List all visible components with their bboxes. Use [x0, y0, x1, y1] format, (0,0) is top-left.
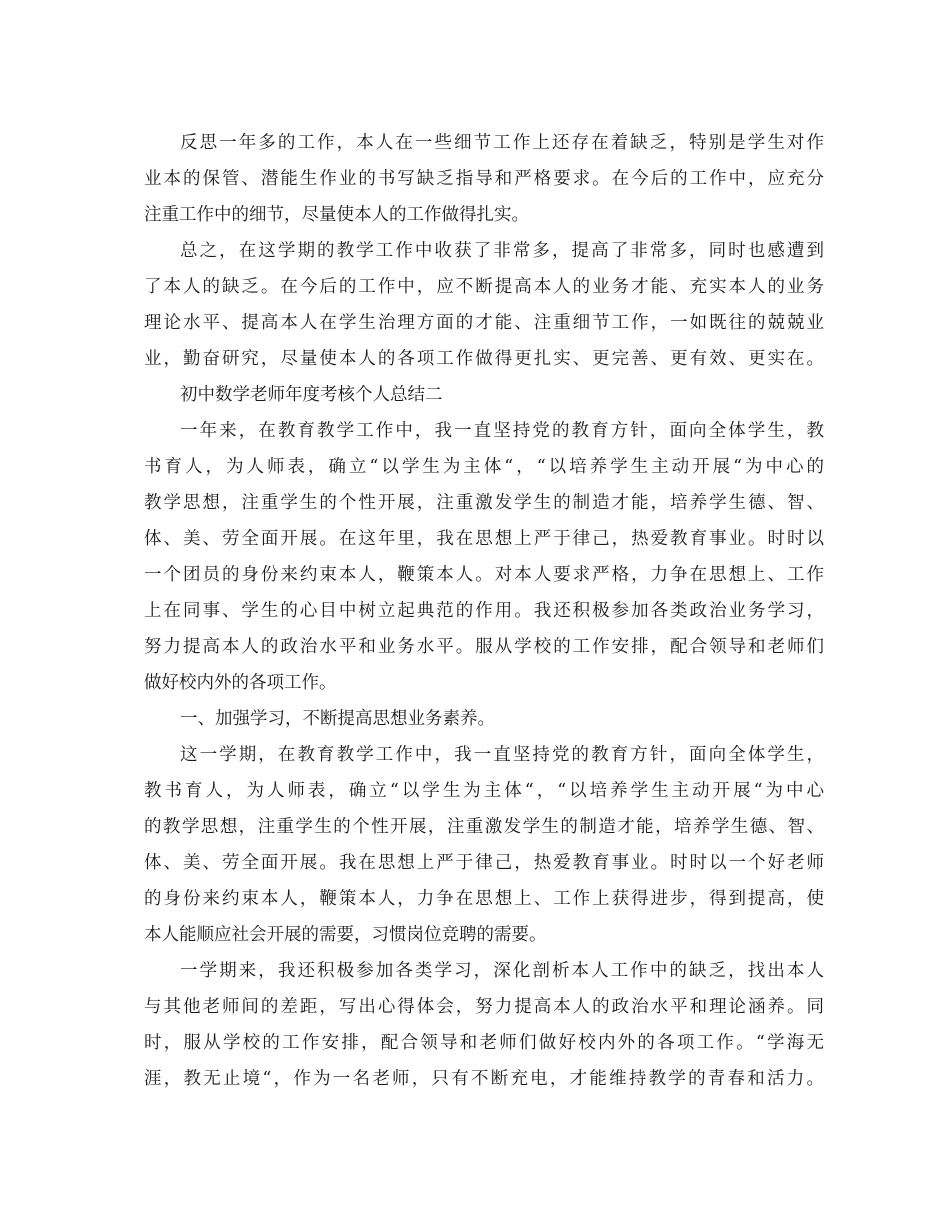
paragraph-line: 业，勤奋研究，尽量使本人的各项工作做得更扎实、更完善、更有效、更实在。 [144, 349, 824, 369]
paragraph-line: 注重工作中的细节，尽量使本人的工作做得扎实。 [144, 205, 529, 225]
paragraph-line: 本人能顺应社会开展的需要，习惯岗位竞聘的需要。 [144, 925, 547, 945]
paragraph-line: 一学期来，我还积极参加各类学习，深化剖析本人工作中的缺乏，找出本人 [180, 961, 824, 981]
paragraph-line: 一个团员的身份来约束本人，鞭策本人。对本人要求严格，力争在思想上、工作 [144, 565, 824, 585]
paragraph-line: 教书育人，为人师表，确立“以学生为主体“，“以培养学生主动开展“为中心 [144, 781, 824, 801]
paragraph-line: 反思一年多的工作，本人在一些细节工作上还存在着缺乏，特别是学生对作 [180, 133, 824, 153]
paragraph-line: 体、美、劳全面开展。我在思想上严于律己，热爱教育事业。时时以一个好老师 [144, 853, 824, 873]
paragraph-line: 了本人的缺乏。在今后的工作中，应不断提高本人的业务才能、充实本人的业务 [144, 277, 824, 297]
paragraph-line: 努力提高本人的政治水平和业务水平。服从学校的工作安排，配合领导和老师们 [144, 637, 824, 657]
paragraph-line: 这一学期，在教育教学工作中，我一直坚持党的教育方针，面向全体学生， [180, 745, 824, 765]
paragraph-line: 总之，在这学期的教学工作中收获了非常多，提高了非常多，同时也感遭到 [180, 241, 824, 261]
paragraph-line: 与其他老师间的差距，写出心得体会，努力提高本人的政治水平和理论涵养。同 [144, 997, 824, 1017]
paragraph-line: 上在同事、学生的心目中树立起典范的作用。我还积极参加各类政治业务学习， [144, 601, 824, 621]
paragraph-line: 的教学思想，注重学生的个性开展，注重激发学生的制造才能，培养学生德、智、 [144, 817, 824, 837]
paragraph-line: 时，服从学校的工作安排，配合领导和老师们做好校内外的各项工作。“学海无 [144, 1033, 824, 1053]
paragraph-line: 业本的保管、潜能生作业的书写缺乏指导和严格要求。在今后的工作中，应充分 [144, 169, 824, 189]
paragraph-line: 教学思想，注重学生的个性开展，注重激发学生的制造才能，培养学生德、智、 [144, 493, 824, 513]
paragraph-line: 的身份来约束本人，鞭策本人，力争在思想上、工作上获得进步，得到提高，使 [144, 889, 824, 909]
paragraph-line: 做好校内外的各项工作。 [144, 673, 337, 693]
paragraph-line: 体、美、劳全面开展。在这年里，我在思想上严于律己，热爱教育事业。时时以 [144, 529, 824, 549]
paragraph-line: 理论水平、提高本人在学生治理方面的才能、注重细节工作，一如既往的兢兢业 [144, 313, 824, 333]
section-heading: 一、加强学习，不断提高思想业务素养。 [180, 709, 495, 729]
paragraph-line: 一年来，在教育教学工作中，我一直坚持党的教育方针，面向全体学生，教 [180, 421, 824, 441]
paragraph-line: 涯，教无止境“，作为一名老师，只有不断充电，才能维持教学的青春和活力。 [144, 1069, 824, 1089]
section-heading: 初中数学老师年度考核个人总结二 [180, 385, 443, 405]
paragraph-line: 书育人，为人师表，确立“以学生为主体“，“以培养学生主动开展“为中心的 [144, 457, 824, 477]
